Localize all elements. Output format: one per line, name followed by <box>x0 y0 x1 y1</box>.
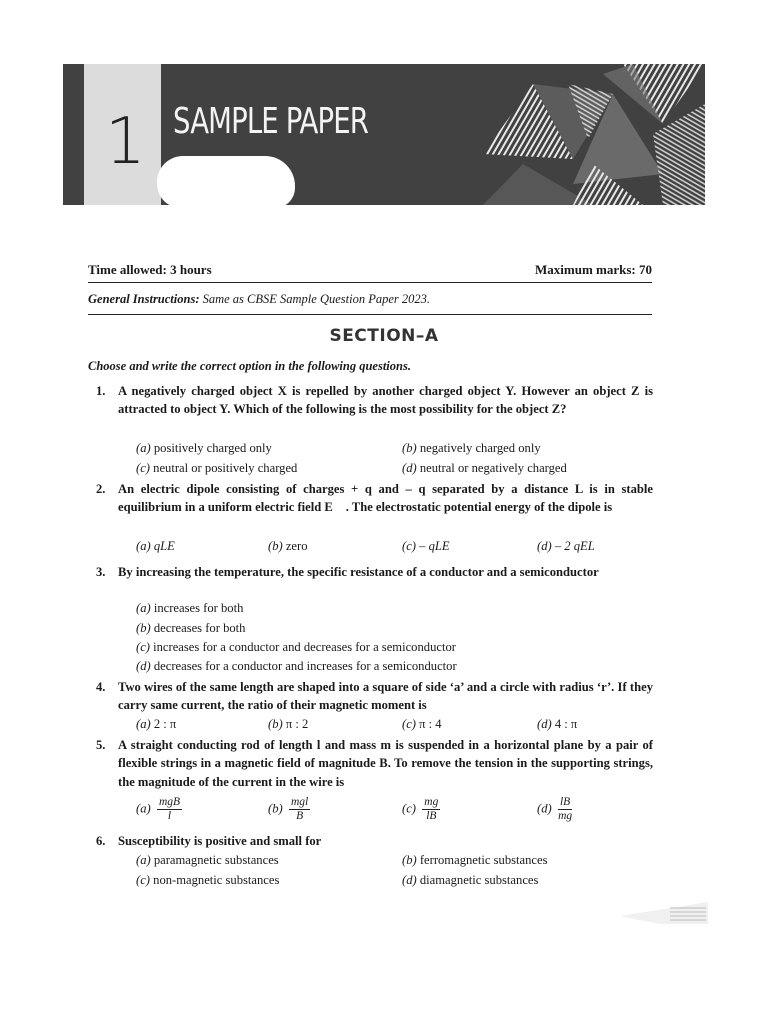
question-4 <box>96 678 653 715</box>
divider <box>88 314 652 315</box>
option-b: (b) π : 2 <box>268 717 309 731</box>
question-number: 3. <box>96 565 106 579</box>
option-d: (d) $\frac{lB}{mg}$ <box>537 796 573 822</box>
option-c: (c) π : 4 <box>402 717 442 731</box>
option-d: (d) diamagnetic substances <box>402 873 539 887</box>
option-c: (c) non-magnetic substances <box>136 873 280 887</box>
option-d: (d) 4 : π <box>537 717 578 731</box>
option-b: (b) decreases for both <box>136 621 246 635</box>
option-d: (d) decreases for a conductor and increases for a semiconductor <box>136 659 457 673</box>
option-a: (a) positively charged only <box>136 441 272 455</box>
redaction-blob <box>157 156 295 205</box>
question-1 <box>96 382 653 419</box>
option-c: (c) increases for a conductor and decreases for a semiconductor <box>136 640 456 654</box>
title-banner <box>63 64 705 205</box>
option-b: (b) negatively charged only <box>402 441 541 455</box>
exam-meta-row <box>88 262 652 278</box>
option-b: (b) zero <box>268 539 308 553</box>
option-a: (a) qLE <box>136 539 175 553</box>
question-text: A negatively charged object X is repelled by another charged object Y. However an object Z is attracted to object Y. Which of the following is the most possibility for the object Z? <box>118 384 653 417</box>
option-c: (c) $\frac{mg}{lB}$ <box>402 796 439 822</box>
section-title: SECTION–A <box>329 326 439 346</box>
instructions-text: Same as CBSE Sample Question Paper 2023. <box>202 292 431 306</box>
divider <box>88 282 652 283</box>
maximum-marks: Maximum marks: 70 <box>535 262 652 277</box>
question-2 <box>96 480 653 517</box>
question-text: Two wires of the same length are shaped into a square of side ‘a’ and a circle with radius ‘r’. If they carry same current, the ratio of their magnetic moment is <box>118 680 653 713</box>
option-a: (a) increases for both <box>136 601 244 615</box>
option-c: (c) neutral or positively charged <box>136 461 298 475</box>
option-d: (d) – 2 qEL <box>537 539 595 553</box>
question-text: An electric dipole consisting of charges + q and – q separated by a distance L is in stable equilibrium in a uniform electric field E⃗ . The electrostatic potential energy of the dipole is <box>118 482 653 515</box>
paper-title: SAMPLE PAPER <box>173 101 369 142</box>
instructions-label: General Instructions: <box>88 292 200 306</box>
question-6 <box>96 832 653 850</box>
question-3 <box>96 563 653 581</box>
option-b: (b) ferromagnetic substances <box>402 853 548 867</box>
option-a: (a) $\frac{\text{mgB}}{l}$ <box>136 796 181 822</box>
option-a: (a) paramagnetic substances <box>136 853 279 867</box>
question-text: A straight conducting rod of length l and mass m is suspended in a horizontal plane by a pair of flexible strings in a magnetic field of magnitude B. To remove the tension in the supporting strings, the magnitude of the current in the wire is <box>118 738 653 789</box>
question-text: Susceptibility is positive and small for <box>118 834 322 848</box>
option-b: (b) $\frac{\text{mgl}}{B}$ <box>268 796 309 822</box>
question-text: By increasing the temperature, the specific resistance of a conductor and a semiconductor <box>118 565 599 579</box>
question-number: 2. <box>96 482 106 496</box>
question-number: 6. <box>96 834 106 848</box>
question-number: 5. <box>96 738 106 752</box>
paper-number: 1 <box>105 105 146 179</box>
page-corner-decoration-icon <box>620 898 708 924</box>
choose-instruction: Choose and write the correct option in the following questions. <box>88 359 411 373</box>
general-instructions <box>88 292 430 307</box>
option-a: (a) 2 : π <box>136 717 177 731</box>
option-d: (d) neutral or negatively charged <box>402 461 567 475</box>
question-number: 4. <box>96 680 106 694</box>
option-c: (c) – qLE <box>402 539 450 553</box>
question-number: 1. <box>96 384 106 398</box>
question-5 <box>96 736 653 791</box>
time-allowed: Time allowed: 3 hours <box>88 262 212 277</box>
geometric-pattern-icon <box>463 64 705 205</box>
